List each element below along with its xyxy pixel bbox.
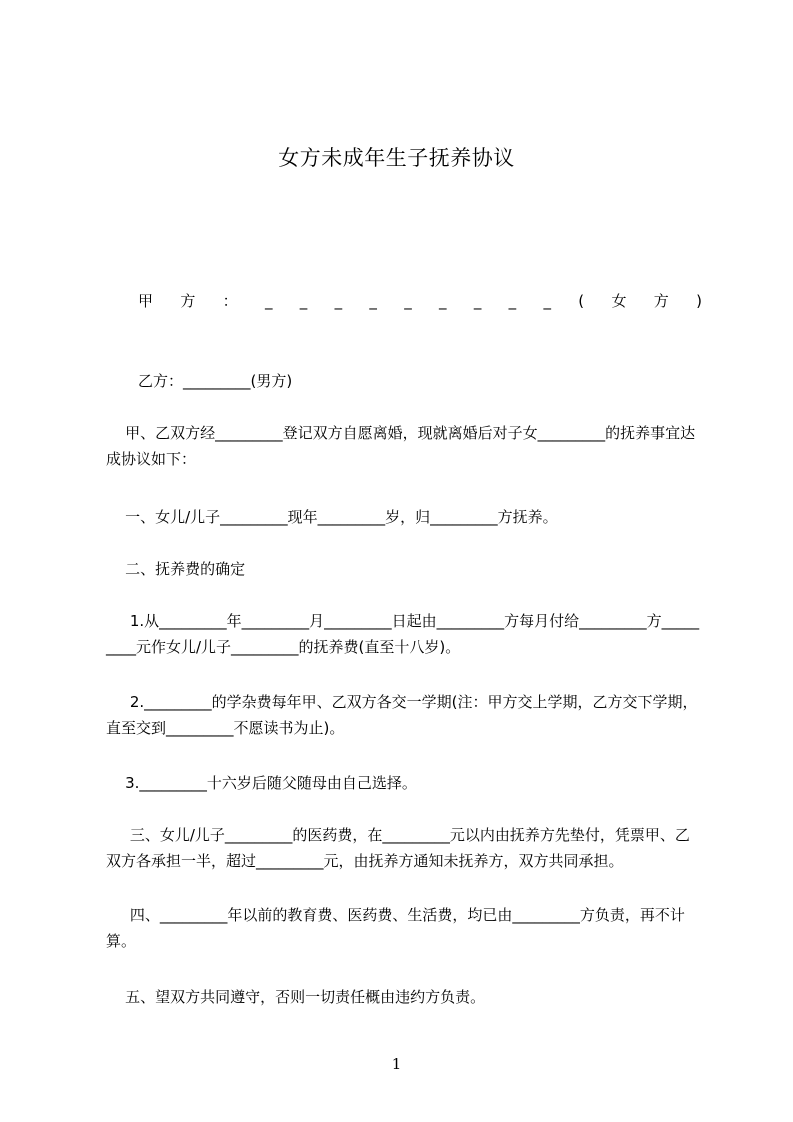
party-a-blank: _ (508, 292, 517, 310)
clause-2-item-1: 1.从_________年_________月_________日起由_________方每月付给_________方_________元作女儿/儿子_________的抚养费(直至十八岁)。 (106, 612, 700, 656)
document-title: 女方未成年生子抚养协议 (278, 146, 515, 170)
party-a-line (138, 288, 702, 314)
clause-2-heading: 二、抚养费的确定 (106, 560, 246, 578)
page-number: 1 (391, 1055, 402, 1073)
party-a-blank: _ (334, 292, 343, 310)
intro-paragraph: 甲、乙双方经_________登记双方自愿离婚，现就离婚后对子女_________的抚养事宜达成协议如下： (106, 424, 696, 468)
party-a-blank: _ (369, 292, 377, 310)
clause-2-item-3: 3._________十六岁后随父随母由自己选择。 (106, 774, 417, 792)
clause-2-item-2: 2._________的学杂费每年甲、乙双方各交一学期(注：甲方交上学期，乙方交下学期，直至交到_________不愿读书为止)。 (106, 693, 698, 737)
party-a-blank: _ (404, 292, 412, 310)
clause-1: 一、女儿/儿子_________现年_________岁，归_________方抚养。 (106, 508, 558, 526)
clause-3: 三、女儿/儿子_________的医药费，在_________元以内由抚养方先垫付，凭票甲、乙双方各承担一半，超过_________元，由抚养方通知未抚养方，双方共同承担。 (106, 826, 690, 870)
party-a-char: ) (696, 292, 702, 310)
party-b-line: 乙方：_________(男方) (138, 372, 293, 390)
party-a-blank: _ (543, 292, 551, 310)
clause-5: 五、望双方共同遵守，否则一切责任概由违约方负责。 (106, 988, 486, 1006)
party-a-blank: _ (299, 292, 308, 310)
party-a-blank: _ (439, 292, 447, 310)
party-a-blank: _ (473, 292, 482, 310)
party-a-char: 方 (653, 292, 669, 310)
party-a-char: ： (222, 292, 238, 310)
party-a-char: 方 (180, 292, 196, 310)
party-a-blank: _ (264, 292, 273, 310)
party-a-char: ( (578, 292, 585, 310)
party-a-char: 甲 (138, 292, 154, 310)
party-a-char: 女 (611, 292, 627, 310)
clause-4: 四、_________年以前的教育费、医药费、生活费，均已由_________方负责，再不计算。 (106, 906, 685, 950)
